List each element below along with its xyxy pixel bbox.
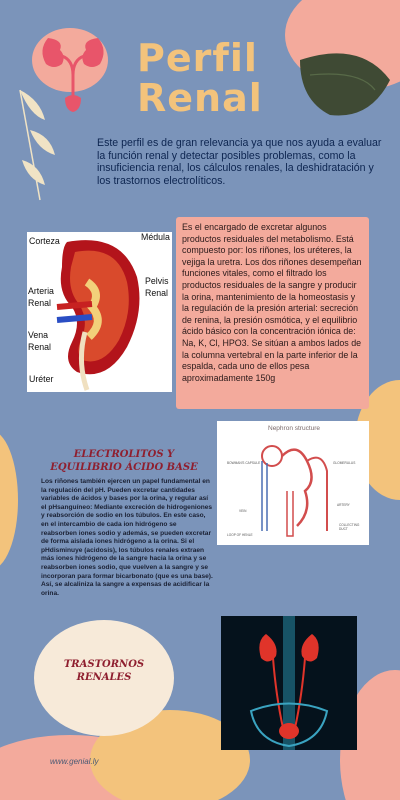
- urinary-system-illustration: [221, 616, 357, 750]
- urinary-system-image: [221, 616, 357, 750]
- electrolitos-text: Los riñones también ejercen un papel fundamental en la regulación del pH. Pueden excretar cantidades variables de ácidos y bases por la orina, y regular así el pHsanguíneo: Mediante excreción de hidrogeniones y reabsorción de sodio en los túbulos. En este caso, en el intercambio de cada ion hidrógeno se reabsorben iones sodio y además, se pueden excretar de forma aislada iones hidrógeno a la orina. Si el pHdisminuye (acidosis), los túbulos renales extraen más iones hidrógeno de la sangre hacia la orina y se reabsorben iones sodio, que vuelven a la sangre y se incorporan para formar bicarbonato (que es una base). Así, se alcaliniza la sangre a expensas de acidificar la orina.: [41, 478, 213, 597]
- kidney-icon: [38, 30, 108, 115]
- nephron-label-vein: VEIN: [239, 509, 247, 513]
- trastornos-heading: [52, 658, 156, 684]
- nephron-label-bowman: BOWMAN'S CAPSULE: [227, 461, 261, 465]
- kidney-illustration: [27, 232, 172, 392]
- label-pelvis-renal: Renal: [145, 288, 168, 298]
- description-box: Es el encargado de excretar algunos productos residuales del metabolismo. Está compuesto por: los riñones, los uréteres, la vejiga la uretra. Los dos riñones desempeñan funciones vitales, como el filtrado los productos residuales de la sangre y producir la orina, mantenimiento de la homeostasis y la regulación de la presión arterial: secreción de renina, la presión osmótica, y el equilibrio ácido básico con la concentración iónica de: Na, K, Cl, HPO3. Se sitúan a ambos lados de la columna vertebral en la parte inferior de la espalda, cada uno de ellos pesa aproximadamente 150g: [176, 217, 369, 409]
- electrolitos-heading-line-2: EQUILIBRIO ÁCIDO BASE: [50, 462, 198, 473]
- label-corteza: Corteza: [29, 236, 60, 246]
- nephron-label-collecting: COLLECTING DUCT: [339, 523, 360, 531]
- trastornos-line-1: TRASTORNOS: [63, 659, 145, 670]
- left-yellow-blob: [0, 430, 18, 570]
- nephron-diagram: [217, 421, 369, 545]
- label-pelvis: Pelvis: [145, 276, 169, 286]
- page-title: [137, 38, 263, 118]
- label-arteria-renal: Renal: [28, 298, 51, 308]
- intro-text: Este perfil es de gran relevancia ya que nos ayuda a evaluar la función renal y detectar posibles problemas, como la insuficiencia renal, los cálculos renales, la deshidratación y los trastornos electrolíticos.: [97, 137, 382, 187]
- title-line-1: Perfil: [137, 36, 258, 80]
- nephron-label-loop: LOOP OF HENLE: [227, 533, 253, 537]
- label-vena: Vena: [28, 330, 49, 340]
- trastornos-line-2: RENALES: [76, 672, 132, 683]
- label-ureter: Uréter: [29, 374, 54, 384]
- electrolitos-heading: [35, 448, 213, 474]
- nephron-label-glomerulus: GLOMERULUS: [333, 461, 356, 465]
- nephron-label-artery: ARTERY: [337, 503, 350, 507]
- title-line-2: Renal: [137, 76, 263, 120]
- label-arteria: Arteria: [28, 286, 54, 296]
- nephron-title: Nephron structure: [268, 425, 321, 432]
- label-medula: Médula: [141, 232, 170, 242]
- electrolitos-heading-line-1: ELECTROLITOS Y: [73, 449, 175, 460]
- label-vena-renal: Renal: [28, 342, 51, 352]
- footer-link[interactable]: www.genial.ly: [50, 757, 99, 766]
- kidney-diagram: [27, 232, 172, 392]
